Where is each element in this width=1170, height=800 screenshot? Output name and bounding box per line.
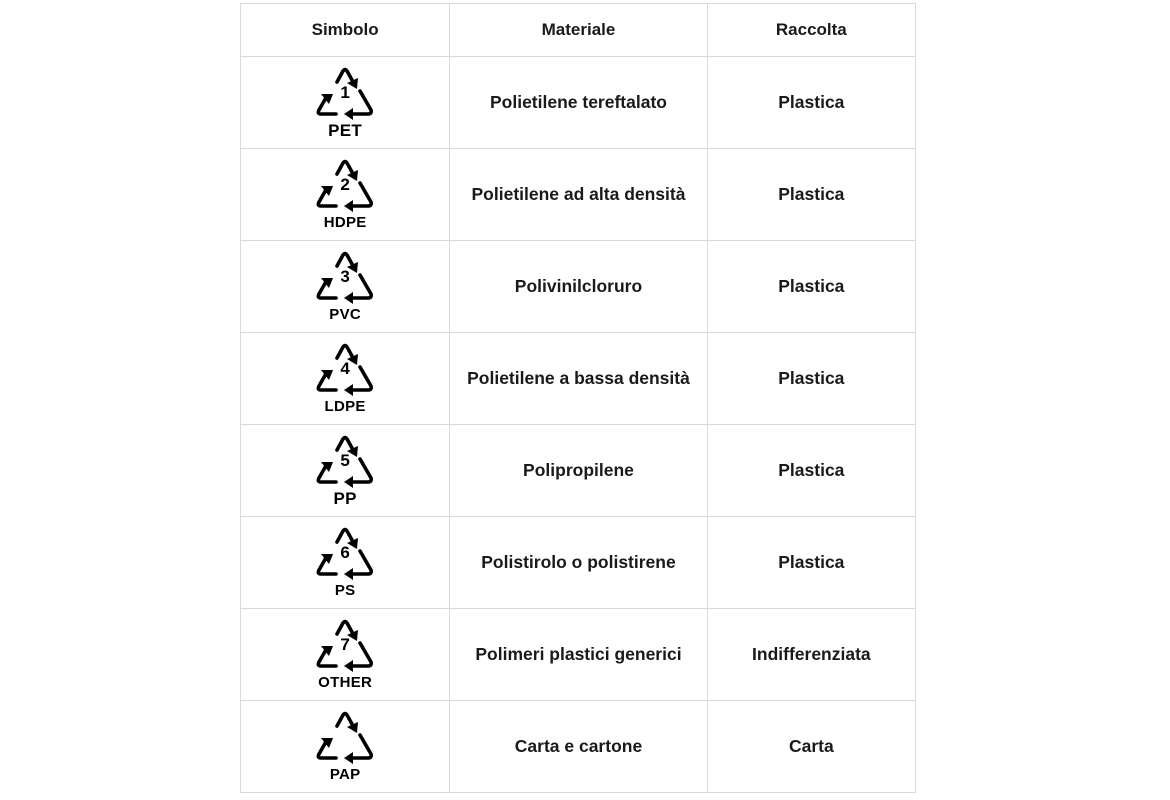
resin-code-symbol xyxy=(305,62,385,144)
resin-number: 3 xyxy=(340,266,350,286)
resin-number: 7 xyxy=(340,634,350,654)
symbol-cell xyxy=(241,57,450,149)
material-cell: Carta e cartone xyxy=(450,701,707,793)
resin-number: 1 xyxy=(340,82,350,102)
collection-cell: Plastica xyxy=(707,241,915,333)
table-row xyxy=(241,241,916,333)
resin-code-symbol xyxy=(305,614,385,696)
table-row xyxy=(241,517,916,609)
symbol-cell xyxy=(241,609,450,701)
material-cell: Polivinilcloruro xyxy=(450,241,707,333)
symbol-cell xyxy=(241,701,450,793)
collection-cell: Indifferenziata xyxy=(707,609,915,701)
material-cell: Polietilene a bassa densità xyxy=(450,333,707,425)
header-material: Materiale xyxy=(450,4,707,57)
resin-code-symbol xyxy=(305,430,385,512)
collection-cell: Carta xyxy=(707,701,915,793)
header-collection: Raccolta xyxy=(707,4,915,57)
table-row xyxy=(241,57,916,149)
material-cell: Polistirolo o polistirene xyxy=(450,517,707,609)
material-cell: Polipropilene xyxy=(450,425,707,517)
resin-code-symbol xyxy=(305,338,385,420)
material-cell: Polietilene tereftalato xyxy=(450,57,707,149)
material-cell: Polimeri plastici generici xyxy=(450,609,707,701)
resin-number: 2 xyxy=(340,174,350,194)
table-row xyxy=(241,425,916,517)
resin-abbreviation: PET xyxy=(328,120,363,140)
symbol-cell xyxy=(241,425,450,517)
collection-cell: Plastica xyxy=(707,425,915,517)
resin-abbreviation: PAP xyxy=(329,765,361,783)
resin-code-symbol xyxy=(305,522,385,604)
resin-abbreviation: OTHER xyxy=(318,673,373,691)
collection-cell: Plastica xyxy=(707,333,915,425)
table-row xyxy=(241,333,916,425)
collection-cell: Plastica xyxy=(707,57,915,149)
table-row xyxy=(241,149,916,241)
resin-code-symbol xyxy=(305,246,385,328)
resin-abbreviation: PS xyxy=(334,581,356,599)
resin-abbreviation: PP xyxy=(333,488,357,508)
resin-abbreviation: LDPE xyxy=(324,397,366,415)
symbol-cell xyxy=(241,241,450,333)
resin-number: 6 xyxy=(340,542,350,562)
recycling-codes-table xyxy=(240,3,916,793)
resin-number: 5 xyxy=(340,450,350,470)
symbol-cell xyxy=(241,517,450,609)
material-cell: Polietilene ad alta densità xyxy=(450,149,707,241)
header-symbol: Simbolo xyxy=(241,4,450,57)
resin-abbreviation: HDPE xyxy=(323,213,367,231)
resin-abbreviation: PVC xyxy=(329,305,362,323)
table-header-row xyxy=(241,4,916,57)
collection-cell: Plastica xyxy=(707,517,915,609)
symbol-cell xyxy=(241,333,450,425)
table-row xyxy=(241,701,916,793)
symbol-cell xyxy=(241,149,450,241)
table-row xyxy=(241,609,916,701)
recycling-triangle-icon xyxy=(311,708,379,766)
collection-cell: Plastica xyxy=(707,149,915,241)
resin-code-symbol xyxy=(305,706,385,788)
resin-number: 4 xyxy=(340,358,350,378)
resin-code-symbol xyxy=(305,154,385,236)
